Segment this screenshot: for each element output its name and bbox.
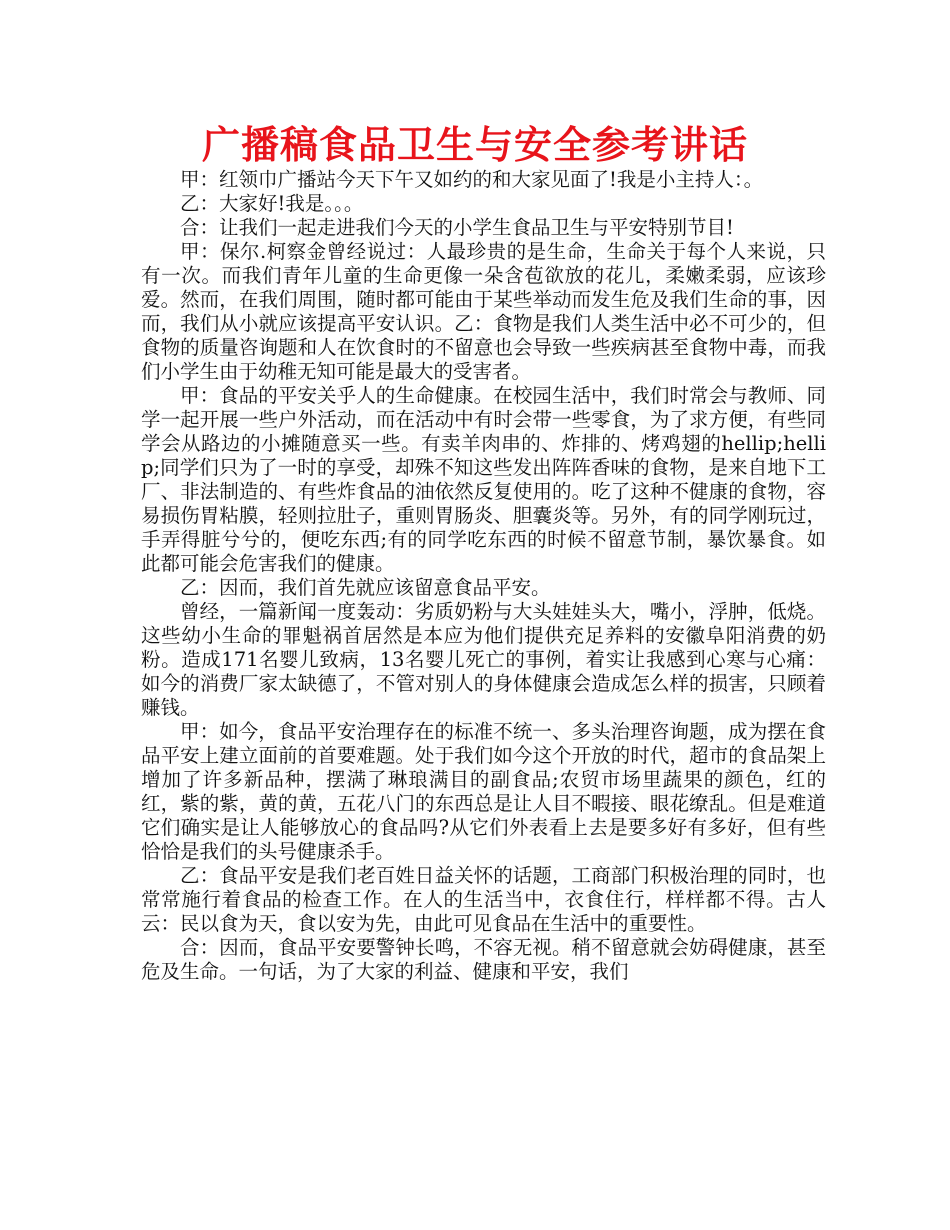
paragraph: 甲：食品的平安关乎人的生命健康。在校园生活中，我们时常会与教师、同学一起开展一些户外活动，而在活动中有时会带一些零食，为了求方便，有些同学会从路边的小摊随意买一些。有卖羊肉串的、炸排的、烤鸡翅的hellip;hellip;同学们只为了一时的享受，却殊不知这些发出阵阵香味的食物，是来自地下工厂、非法制造的、有些炸食品的油依然反复使用的。吃了这种不健康的食物，容易损伤胃粘膜，轻则拉肚子，重则胃肠炎、胆囊炎等。另外，有的同学刚玩过，手弄得脏兮兮的，便吃东西;有的同学吃东西的时候不留意节制，暴饮暴食。如此都可能会危害我们的健康。 xyxy=(141,384,826,575)
paragraph: 曾经，一篇新闻一度轰动：劣质奶粉与大头娃娃头大，嘴小，浮肿，低烧。这些幼小生命的罪魁祸首居然是本应为他们提供充足养料的安徽阜阳消费的奶粉。造成171名婴儿致病，13名婴儿死亡的事例，着实让我感到心寒与心痛：如今的消费厂家太缺德了，不管对别人的身体健康会造成怎么样的损害，只顾着赚钱。 xyxy=(141,600,826,719)
paragraph: 乙：大家好!我是。。。 xyxy=(180,192,364,215)
paragraph: 乙：因而，我们首先就应该留意食品平安。 xyxy=(180,576,551,599)
paragraph: 合：因而，食品平安要警钟长鸣，不容无视。稍不留意就会妨碍健康，甚至危及生命。一句话，为了大家的利益、健康和平安，我们 xyxy=(141,936,826,983)
paragraph: 甲：如今，食品平安治理存在的标准不统一、多头治理咨询题，成为摆在食品平安上建立面前的首要难题。处于我们如今这个开放的时代，超市的食品架上增加了许多新品种，摆满了琳琅满目的副食品;农贸市场里蔬果的颜色，红的红，紫的紫，黄的黄，五花八门的东西总是让人目不暇接、眼花缭乱。但是难道它们确实是让人能够放心的食品吗?从它们外表看上去是要多好有多好，但有些恰恰是我们的头号健康杀手。 xyxy=(141,720,826,863)
document-title: 广播稿食品卫生与安全参考讲话 xyxy=(201,123,748,167)
paragraph: 甲：红领巾广播站今天下午又如约的和大家见面了!我是小主持人：。 xyxy=(180,168,764,191)
paragraph: 甲：保尔.柯察金曾经说过：人最珍贵的是生命，生命关于每个人来说，只有一次。而我们青年儿童的生命更像一朵含苞欲放的花儿，柔嫩柔弱，应该珍爱。然而，在我们周围，随时都可能由于某些举动而发生危及我们生命的事，因而，我们从小就应该提高平安认识。乙：食物是我们人类生活中必不可少的，但食物的质量咨询题和人在饮食时的不留意也会导致一些疾病甚至食物中毒，而我们小学生由于幼稚无知可能是最大的受害者。 xyxy=(141,240,826,383)
document-body xyxy=(141,168,826,984)
paragraph: 乙：食品平安是我们老百姓日益关怀的话题，工商部门积极治理的同时，也常常施行着食品的检查工作。在人的生活当中，衣食住行，样样都不得。古人云：民以食为天，食以安为先，由此可见食品在生活中的重要性。 xyxy=(141,864,826,935)
paragraph: 合：让我们一起走进我们今天的小学生食品卫生与平安特别节目! xyxy=(180,216,734,239)
